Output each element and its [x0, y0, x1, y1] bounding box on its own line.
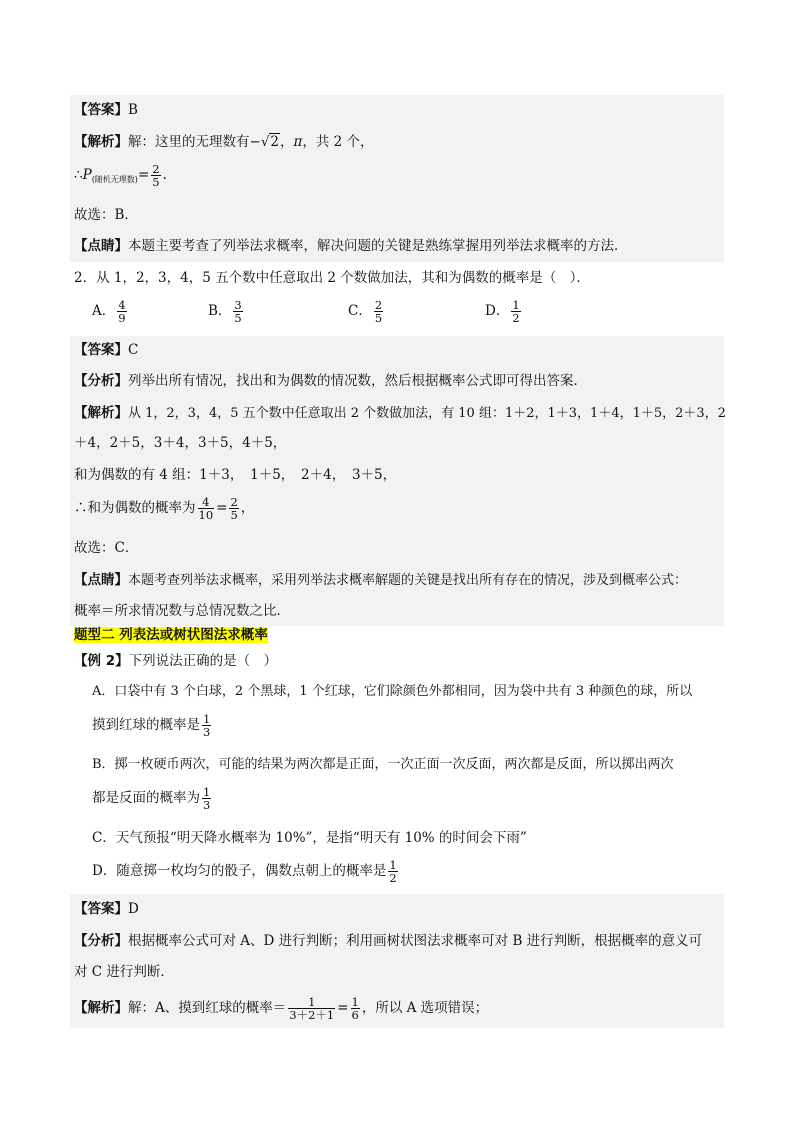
- fenxi-tag: 【分析】: [74, 373, 128, 389]
- option-b: B． $\frac{3}{5}$: [208, 298, 242, 325]
- option-d: D． $\frac{1}{2}$: [485, 298, 520, 325]
- answer-line: [74, 341, 138, 359]
- fraction: $\frac{2}{5}$: [152, 162, 160, 189]
- comment-tag: 【点睛】: [74, 572, 128, 588]
- sqrt-expression: √2: [260, 134, 280, 150]
- fraction: $\frac{1}{3+2+1}$: [289, 995, 335, 1022]
- option-a: A． $\frac{4}{9}$: [92, 298, 126, 325]
- comment-line: 【点睛】本题主要考查了列举法求概率，解决问题的关键是熟练掌握用列举法求概率的方法．: [74, 238, 628, 254]
- fenxi-tag: 【分析】: [74, 933, 128, 949]
- comment-line: 【点睛】本题考查列举法求概率，采用列举法求概率解题的关键是找出所有存在的情况，涉及到概率公式：: [74, 572, 688, 588]
- fraction: $\frac{4}{10}$: [198, 495, 214, 522]
- analysis-tag: 【解析】: [74, 134, 128, 150]
- analysis-tag: 【解析】: [74, 1000, 128, 1016]
- example-option-b-line-1: B．掷一枚硬币两次，可能的结果为两次都是正面，一次正面一次反面，两次都是反面，所以掷出两次: [92, 757, 674, 772]
- fraction: $\frac{1}{6}$: [351, 995, 359, 1022]
- comment-line-2: 概率＝所求情况数与总情况数之比．: [74, 603, 290, 619]
- analysis-line-4: ∴和为偶数的概率为 $\frac{4}{10}$ = $\frac{2}{5}$ ，: [74, 495, 255, 522]
- example-option-d: D．随意掷一枚均匀的骰子，偶数点朝上的概率是 $\frac{1}{2}$: [92, 858, 397, 885]
- answer-line: [74, 101, 138, 119]
- example-option-b-line-2: 都是反面的概率为 $\frac{1}{3}$: [92, 785, 211, 812]
- fenxi-line-2: 对 C 进行判断．: [74, 964, 174, 980]
- option-c: C． $\frac{2}{5}$: [348, 298, 383, 325]
- answer-tag: 【答案】: [74, 342, 128, 358]
- analysis-tag: 【解析】: [74, 405, 128, 421]
- question-2-stem: 2．从 1，2，3，4，5 五个数中任意取出 2 个数做加法，其和为偶数的概率是（ ）．: [74, 270, 591, 286]
- fenxi-line: 【分析】根据概率公式可对 A、D 进行判断；利用画树状图法求概率可对 B 进行判断，根据概率的意义可: [74, 933, 703, 949]
- comment-tag: 【点睛】: [74, 238, 128, 254]
- probability-formula: $\therefore P_{(随机无理数)}=$ $\frac{2}{5}$ .: [74, 162, 167, 189]
- example-tag: 【例 2】: [74, 653, 129, 669]
- example-option-c: C．天气预报“明天降水概率为 10%”，是指“明天有 10% 的时间会下雨”: [92, 830, 527, 846]
- analysis-line-2: ＋4，2＋5，3＋4，3＋5，4＋5，: [74, 435, 287, 451]
- example-option-a-line-1: A．口袋中有 3 个白球，2 个黑球，1 个红球，它们除颜色外都相同，因为袋中共有 3 种颜色的球，所以: [92, 684, 693, 699]
- fraction: $\frac{2}{5}$: [230, 495, 238, 522]
- conclusion-line: 故选：C．: [74, 540, 139, 556]
- example-option-a-line-2: 摸到红球的概率是 $\frac{1}{3}$: [92, 712, 211, 739]
- analysis-line: 【解析】解：这里的无理数有−√2，π，共 2 个，: [74, 134, 374, 150]
- fenxi-line: 【分析】列举出所有情况，找出和为偶数的情况数，然后根据概率公式即可得出答案．: [74, 373, 587, 389]
- analysis-line: 【解析】从 1，2，3，4，5 五个数中任意取出 2 个数做加法，有 10 组：1＋2，1＋3，1＋4，1＋5，2＋3，2: [74, 405, 726, 421]
- answer-value: C: [128, 342, 139, 358]
- example-2-stem: 【例 2】下列说法正确的是（ ）: [74, 653, 278, 669]
- answer-tag: 【答案】: [74, 901, 128, 917]
- analysis-line: 【解析】解：A、摸到红球的概率＝ $\frac{1}{3+2+1}$ = $\frac{1}{6}$ ，所以 A 选项错误；: [74, 995, 489, 1022]
- answer-value: B: [128, 102, 138, 118]
- conclusion-line: 故选：B．: [74, 207, 138, 223]
- answer-value: D: [128, 901, 139, 917]
- analysis-line-3: 和为偶数的有 4 组：1＋3， 1＋5， 2＋4， 3＋5，: [74, 467, 397, 483]
- answer-line: [74, 900, 139, 918]
- section-title: 题型二 列表法或树状图法求概率: [74, 627, 268, 643]
- answer-tag: 【答案】: [74, 102, 128, 118]
- pi-symbol: π: [293, 134, 303, 150]
